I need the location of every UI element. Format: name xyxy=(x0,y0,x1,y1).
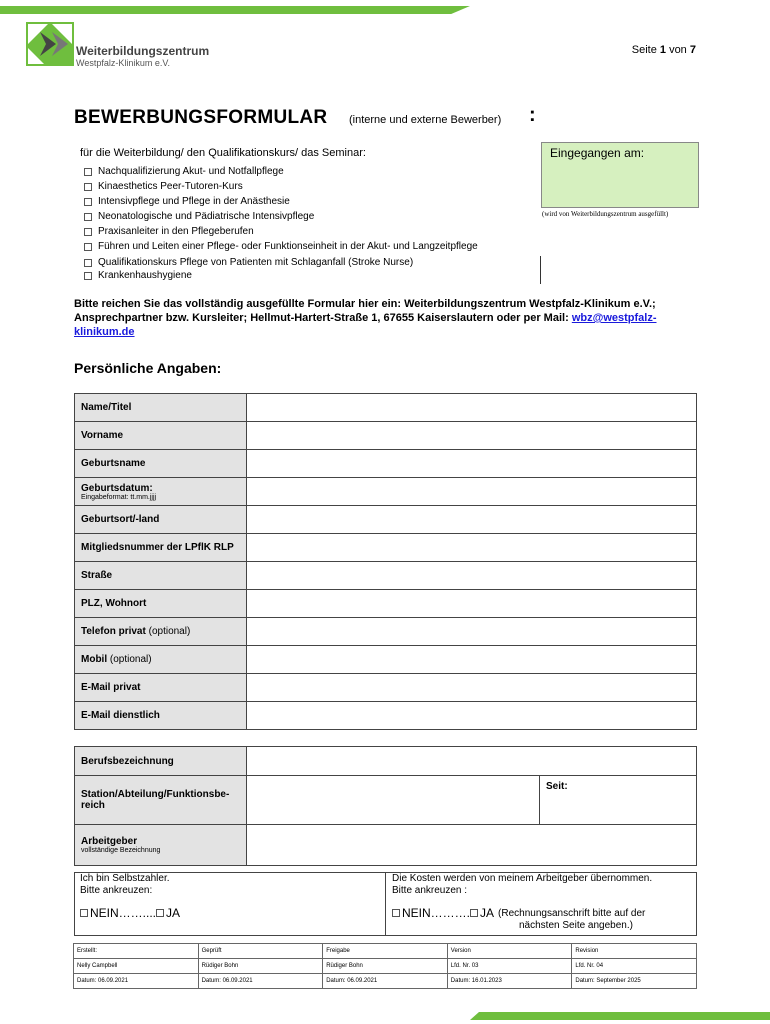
table-row xyxy=(75,618,697,646)
course-label: Führen und Leiten einer Pflege- oder Funktionseinheit in der Akut- und Langzeitpflege xyxy=(98,241,478,252)
footer-cell: Erstellt: xyxy=(74,944,199,959)
course-label: Praxisanleiter in den Pflegeberufen xyxy=(98,226,254,237)
birthdate-field[interactable] xyxy=(247,478,697,506)
page-mid: von xyxy=(669,44,687,56)
footer-cell: Lfd. Nr. 03 xyxy=(447,959,572,974)
table-row xyxy=(75,450,697,478)
employer-hint: vollständige Bezeichnung xyxy=(81,847,161,854)
footer-cell: Lfd. Nr. 04 xyxy=(572,959,697,974)
checkbox-icon[interactable] xyxy=(84,213,92,221)
page-indicator xyxy=(632,44,696,56)
field-label: Geburtsort/-land xyxy=(75,506,247,534)
bottom-green-band xyxy=(470,1012,770,1020)
course-option[interactable] xyxy=(84,226,254,237)
birthname-field[interactable] xyxy=(247,450,697,478)
course-option[interactable] xyxy=(84,257,413,268)
course-option[interactable] xyxy=(84,211,314,222)
employer-payer-choice xyxy=(392,906,645,920)
footer-cell: Datum: 06.09.2021 xyxy=(323,974,448,989)
employer-line2: Bitte ankreuzen : xyxy=(392,885,468,896)
table-row xyxy=(75,590,697,618)
employer-note1: (Rechnungsanschrift bitte auf der xyxy=(498,907,646,919)
table-row xyxy=(75,562,697,590)
footer-cell: Version xyxy=(447,944,572,959)
footer-cell: Datum: September 2025 xyxy=(572,974,697,989)
field-label: E-Mail privat xyxy=(75,674,247,702)
table-row xyxy=(75,702,697,730)
field-label: Mitgliedsnummer der LPflK RLP xyxy=(75,534,247,562)
zip-city-field[interactable] xyxy=(247,590,697,618)
logo-name: Weiterbildungszentrum xyxy=(76,44,210,58)
personal-table xyxy=(74,393,697,730)
mobile-field[interactable] xyxy=(247,646,697,674)
table-row xyxy=(75,825,697,866)
form-title-colon: : xyxy=(529,104,536,126)
top-green-band xyxy=(0,6,470,14)
received-label: Eingegangen am: xyxy=(550,146,645,160)
email-work-field[interactable] xyxy=(247,702,697,730)
employer-payer-text xyxy=(392,873,652,897)
table-row xyxy=(75,394,697,422)
field-label: Name/Titel xyxy=(75,394,247,422)
birthplace-field[interactable] xyxy=(247,506,697,534)
since-label: Seit: xyxy=(546,781,568,792)
course-label: Krankenhaushygiene xyxy=(98,270,192,281)
footer-cell: Datum: 16.01.2023 xyxy=(447,974,572,989)
firstname-field[interactable] xyxy=(247,422,697,450)
course-label: Kinaesthetics Peer-Tutoren-Kurs xyxy=(98,181,243,192)
phone-optional: (optional) xyxy=(148,626,191,637)
profession-field[interactable] xyxy=(247,747,697,776)
phone-field[interactable] xyxy=(247,618,697,646)
checkbox-icon[interactable] xyxy=(84,259,92,267)
table-row xyxy=(75,478,697,506)
course-prompt: für die Weiterbildung/ den Qualifikationskurs/ das Seminar: xyxy=(80,147,366,159)
footer-cell: Rüdiger Bohn xyxy=(198,959,323,974)
station-field[interactable] xyxy=(247,776,540,825)
footer-cell: Datum: 06.09.2021 xyxy=(198,974,323,989)
checkbox-icon[interactable] xyxy=(156,909,164,917)
course-option[interactable] xyxy=(84,196,290,207)
self-payer-text xyxy=(80,873,170,897)
table-row xyxy=(75,776,697,825)
page-current: 1 xyxy=(659,44,666,56)
self-payer-line2: Bitte ankreuzen: xyxy=(80,885,153,896)
footer-cell: Revision xyxy=(572,944,697,959)
logo-icon xyxy=(26,22,74,66)
checkbox-icon[interactable] xyxy=(84,272,92,280)
self-ja-label: JA xyxy=(166,906,181,920)
employer-field[interactable] xyxy=(247,825,697,866)
checkbox-icon[interactable] xyxy=(470,909,478,917)
table-row xyxy=(75,646,697,674)
checkbox-icon[interactable] xyxy=(84,183,92,191)
email-private-field[interactable] xyxy=(247,674,697,702)
footer-cell: Nelly Campbell xyxy=(74,959,199,974)
course-label: Intensivpflege und Pflege in der Anästhesie xyxy=(98,196,290,207)
field-label: Berufsbezeichnung xyxy=(75,747,247,776)
checkbox-icon[interactable] xyxy=(84,198,92,206)
street-field[interactable] xyxy=(247,562,697,590)
table-row xyxy=(75,422,697,450)
course-label: Qualifikationskurs Pflege von Patienten mit Schlaganfall (Stroke Nurse) xyxy=(98,257,414,268)
mobile-label: Mobil xyxy=(81,654,108,665)
employer-ja-label: JA xyxy=(480,906,495,920)
email-link[interactable]: wbz@westpfalz-klinikum.de xyxy=(74,312,657,338)
employer-label: Arbeitgeber xyxy=(81,836,138,847)
member-number-field[interactable] xyxy=(247,534,697,562)
phone-label: Telefon privat xyxy=(81,626,146,637)
footer-cell: Rüdiger Bohn xyxy=(323,959,448,974)
course-option[interactable] xyxy=(84,166,284,177)
page-prefix: Seite xyxy=(631,44,657,56)
since-field[interactable] xyxy=(540,776,697,825)
course-option[interactable] xyxy=(84,270,192,281)
notice-text: Bitte reichen Sie das vollständig ausgefüllte Formular hier ein: Weiterbildungszentrum Westpfalz-Klinikum e.V.; Ansprechpartner bzw. Kursleiter; Hellmut-Hartert-Straße 1, 67655 Kaiserslautern oder per Mail: xyxy=(74,298,656,324)
received-note: (wird von Weiterbildungszentrum ausgefüllt) xyxy=(542,210,669,218)
field-label: Station/Abteilung/Funktionsbe-reich xyxy=(75,776,247,825)
course-option[interactable] xyxy=(84,181,243,192)
field-label xyxy=(75,646,247,674)
field-label xyxy=(75,825,247,866)
table-row xyxy=(74,959,697,974)
page-total: 7 xyxy=(689,44,696,56)
checkbox-icon[interactable] xyxy=(84,228,92,236)
field-label: Geburtsname xyxy=(75,450,247,478)
table-row xyxy=(75,674,697,702)
field-label: E-Mail dienstlich xyxy=(75,702,247,730)
self-nein-label: NEIN…….... xyxy=(90,906,157,920)
checkbox-icon[interactable] xyxy=(80,909,88,917)
course-option[interactable] xyxy=(84,241,478,252)
employer-nein-label: NEIN………. xyxy=(402,906,471,920)
footer-cell: Freigabe xyxy=(323,944,448,959)
name-field[interactable] xyxy=(247,394,697,422)
form-title: BEWERBUNGSFORMULAR xyxy=(74,107,328,128)
field-label: PLZ, Wohnort xyxy=(75,590,247,618)
self-payer-choice xyxy=(80,906,180,920)
table-row xyxy=(75,747,697,776)
checkbox-icon[interactable] xyxy=(84,168,92,176)
mobile-optional: (optional) xyxy=(109,654,152,665)
checkbox-icon[interactable] xyxy=(84,243,92,251)
self-payer-line1: Ich bin Selbstzahler. xyxy=(80,873,170,884)
footer-cell: Datum: 06.09.2021 xyxy=(74,974,199,989)
received-date-box[interactable] xyxy=(541,142,699,208)
table-row xyxy=(74,944,697,959)
footer-cell: Geprüft xyxy=(198,944,323,959)
birthdate-hint: Eingabeformat: tt.mm.jjjj xyxy=(81,493,157,501)
course-label: Neonatologische und Pädiatrische Intensivpflege xyxy=(98,211,315,222)
field-label: Straße xyxy=(75,562,247,590)
field-label xyxy=(75,618,247,646)
table-row xyxy=(75,506,697,534)
table-row xyxy=(74,974,697,989)
divider xyxy=(540,256,541,284)
field-label xyxy=(75,478,247,506)
employer-line1: Die Kosten werden von meinem Arbeitgeber übernommen. xyxy=(392,873,653,884)
job-table xyxy=(74,746,697,866)
form-title-sub: (interne und externe Bewerber) xyxy=(349,114,502,126)
table-row xyxy=(75,534,697,562)
logo-sub: Westpfalz-Klinikum e.V. xyxy=(76,58,171,68)
field-label: Vorname xyxy=(75,422,247,450)
checkbox-icon[interactable] xyxy=(392,909,400,917)
document-footer-table xyxy=(73,943,697,989)
birthdate-label: Geburtsdatum: xyxy=(81,482,153,494)
submission-notice xyxy=(74,297,700,339)
employer-note2: nächsten Seite angeben.) xyxy=(519,920,633,931)
course-label: Nachqualifizierung Akut- und Notfallpflege xyxy=(98,166,284,177)
section-title: Persönliche Angaben: xyxy=(74,360,222,376)
